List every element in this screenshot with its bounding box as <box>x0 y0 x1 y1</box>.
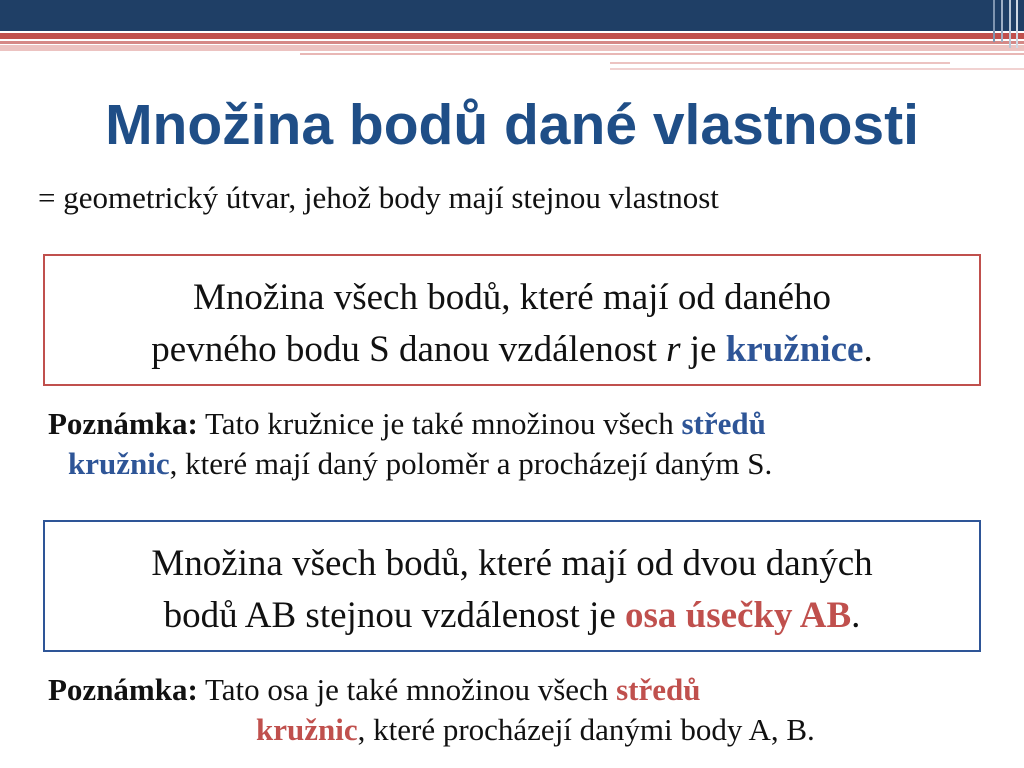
circle-note-highlight-circles: kružnic <box>68 446 170 481</box>
bisector-note-label: Poznámka: <box>48 672 198 707</box>
circle-definition-box <box>43 254 981 386</box>
header-vertical-line-1 <box>993 0 995 42</box>
circle-note-label: Poznámka: <box>48 406 198 441</box>
header-vertical-line-4 <box>1016 0 1018 48</box>
circle-definition-line2 <box>45 324 979 376</box>
header-vertical-line-3 <box>1009 0 1011 48</box>
header-red-band <box>0 33 1024 39</box>
circle-keyword: kružnice <box>725 329 864 370</box>
bisector-definition-period: . <box>851 595 861 636</box>
bisector-note-text2: , které procházejí danými body A, B. <box>357 712 815 747</box>
header-pink-line-short2 <box>610 68 1024 70</box>
header-pink-line <box>300 53 1024 55</box>
circle-note-highlight-centers: středů <box>681 406 766 441</box>
bisector-note-line2 <box>48 710 978 750</box>
circle-note-line2 <box>48 444 978 484</box>
bisector-note <box>48 670 978 750</box>
bisector-note-text1: Tato osa je také množinou všech <box>197 672 617 707</box>
bisector-note-highlight-centers: středů <box>616 672 701 707</box>
circle-definition-connector: je <box>680 329 726 370</box>
circle-note <box>48 404 978 484</box>
definition-subtitle: = geometrický útvar, jehož body mají stejnou vlastnost <box>38 180 719 215</box>
bisector-keyword: osa úsečky AB <box>625 595 852 636</box>
header-pink-line-short <box>610 62 950 64</box>
bisector-definition-box <box>43 520 981 652</box>
circle-definition-text: pevného bodu S danou vzdálenost <box>151 329 667 370</box>
header-red-band-thin <box>0 41 1024 44</box>
header-vertical-line-2 <box>1001 0 1003 42</box>
header-navy-band <box>0 0 1024 31</box>
circle-definition-line1: Množina všech bodů, které mají od daného <box>192 277 832 318</box>
bisector-definition-line2 <box>45 590 979 642</box>
bisector-note-highlight-circles: kružnic <box>256 712 358 747</box>
radius-variable: r <box>666 329 681 370</box>
bisector-definition-line1: Množina všech bodů, které mají od dvou daných <box>151 543 873 584</box>
header-pink-band <box>0 45 1024 51</box>
bisector-definition-text: bodů AB stejnou vzdálenost je <box>163 595 625 636</box>
circle-definition-period: . <box>863 329 873 370</box>
circle-note-text2: , které mají daný poloměr a procházejí daným S. <box>169 446 773 481</box>
page-title: Množina bodů dané vlastnosti <box>105 93 919 157</box>
header-stripes <box>0 0 1024 80</box>
circle-note-text1: Tato kružnice je také množinou všech <box>197 406 682 441</box>
